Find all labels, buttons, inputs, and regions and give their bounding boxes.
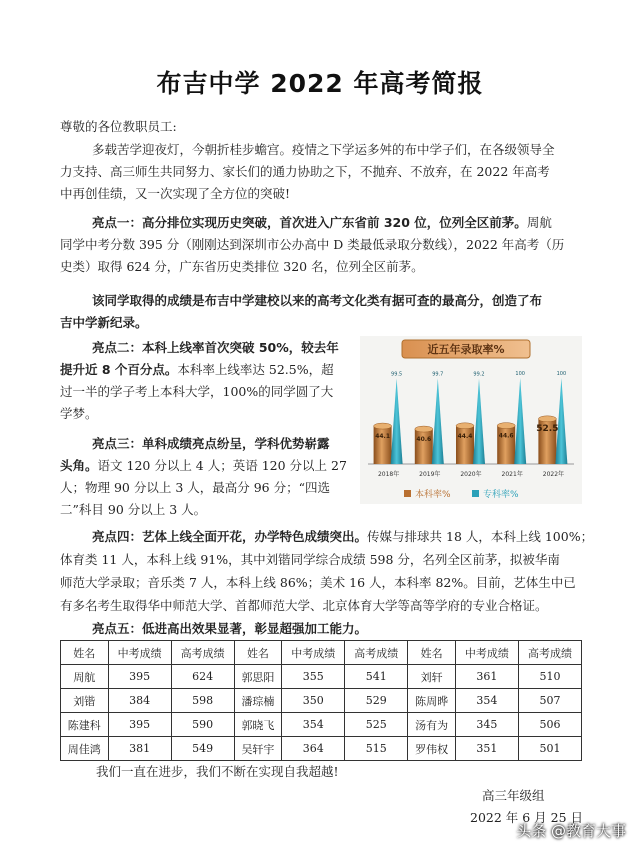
table-cell: 384	[108, 689, 171, 713]
highlight2-bold-2: 提升近 8 个百分点。	[60, 362, 178, 377]
highlight3-bold-2: 头角。	[60, 458, 98, 473]
bar-bachelor-label: 52.5	[536, 423, 559, 434]
table-cell: 陈周晔	[408, 689, 456, 713]
highlight3-line: 二”科目 90 分以上 3 人。	[60, 502, 207, 517]
bar-bachelor	[415, 429, 433, 464]
intro-line: 多载苦学迎夜灯，今朝折桂步蟾宫。疫情之下学运多舛的布中学子们，在各级领导全	[92, 142, 555, 157]
table-cell: 515	[345, 737, 408, 761]
greeting: 尊敬的各位教职员工:	[60, 119, 177, 134]
bar-bachelor	[497, 426, 515, 464]
bar-bachelor-top	[415, 426, 433, 432]
table-cell: 525	[345, 713, 408, 737]
table-cell: 506	[518, 713, 581, 737]
col-header: 姓名	[408, 641, 456, 665]
table-cell: 598	[171, 689, 234, 713]
closing-line: 我们一直在进步，我们不断在实现自我超越!	[96, 764, 339, 779]
bar-bachelor-label: 44.1	[375, 433, 391, 441]
highlight2-bold: 亮点二：本科上线率首次突破 50%，较去年	[92, 340, 339, 355]
highlight2-line: 学梦。	[60, 406, 98, 421]
col-header: 姓名	[61, 641, 109, 665]
record-line: 吉中学新纪录。	[60, 315, 148, 330]
bar-bachelor-top	[497, 423, 515, 429]
legend-swatch-college	[472, 490, 479, 497]
table-cell: 395	[108, 713, 171, 737]
highlight1-tail: 周航	[526, 215, 552, 230]
table-cell: 吴轩宇	[234, 737, 282, 761]
table-cell: 汤有为	[408, 713, 456, 737]
col-header: 姓名	[234, 641, 282, 665]
col-header: 中考成绩	[455, 641, 518, 665]
chart-title: 近五年录取率%	[427, 343, 505, 356]
table-cell: 364	[282, 737, 345, 761]
col-header: 中考成绩	[108, 641, 171, 665]
x-tick-label: 2020年	[460, 471, 482, 478]
table-cell: 529	[345, 689, 408, 713]
signature: 高三年级组	[482, 788, 545, 803]
bar-bachelor-label: 44.6	[498, 432, 514, 440]
bar-bachelor-top	[538, 416, 556, 422]
bar-bachelor-top	[456, 423, 474, 429]
table-header-row	[61, 641, 582, 665]
highlight4-line: 师范大学录取；音乐类 7 人，本科上线 86%；美术 16 人，本科率 82%。目前，艺体生中已	[60, 575, 576, 590]
score-table	[60, 640, 582, 761]
highlight4-bold: 亮点四：艺体上线全面开花，办学特色成绩突出。	[92, 529, 368, 544]
highlight1-line: 同学中考分数 395 分（刚刚达到深圳市公办高中 D 类最低录取分数线），2022 年高考（历	[60, 237, 565, 252]
x-tick-label: 2022年	[542, 471, 565, 478]
table-cell: 351	[455, 737, 518, 761]
table-cell: 510	[518, 665, 581, 689]
table-cell: 354	[455, 689, 518, 713]
table-cell: 周航	[61, 665, 109, 689]
table-cell: 395	[108, 665, 171, 689]
table-row	[61, 737, 582, 761]
bar-bachelor	[374, 426, 392, 464]
col-header: 高考成绩	[345, 641, 408, 665]
bar-college-label: 100	[515, 371, 525, 377]
table-cell: 345	[455, 713, 518, 737]
table-cell: 刘锴	[61, 689, 109, 713]
table-cell: 549	[171, 737, 234, 761]
highlight4-line: 有多名考生取得华中师范大学、首都师范大学、北京体育大学等高等学府的专业合格证。	[60, 598, 548, 613]
bar-college-label: 99.2	[473, 371, 485, 378]
x-tick-label: 2019年	[419, 471, 441, 478]
x-tick-label: 2021年	[501, 471, 523, 478]
intro-line: 中再创佳绩，又一次实现了全方位的突破!	[60, 186, 291, 201]
table-cell: 354	[282, 713, 345, 737]
table-row	[61, 689, 582, 713]
table-cell: 潘琮楠	[234, 689, 282, 713]
intro-line: 力支持、高三师生共同努力、家长们的通力协助之下，不抛弃、不放弃，在 2022 年高考	[60, 164, 550, 179]
table-cell: 355	[282, 665, 345, 689]
table-row	[61, 665, 582, 689]
bar-college-label: 99.5	[391, 371, 403, 378]
table-cell: 罗伟权	[408, 737, 456, 761]
table-cell: 541	[345, 665, 408, 689]
highlight1-bold: 亮点一：高分排位实现历史突破，首次进入广东省前 320 位，位列全区前茅。	[92, 215, 527, 230]
bar-bachelor	[456, 426, 474, 464]
table-cell: 刘轩	[408, 665, 456, 689]
table-cell: 590	[171, 713, 234, 737]
bar-bachelor-top	[374, 423, 392, 429]
table-row	[61, 713, 582, 737]
table-cell: 624	[171, 665, 234, 689]
highlight4-line: 体育类 11 人，本科上线 91%，其中刘锴同学综合成绩 598 分，名列全区前茅，拟被华南	[60, 552, 560, 567]
table-cell: 507	[518, 689, 581, 713]
table-cell: 陈建科	[61, 713, 109, 737]
col-header: 高考成绩	[171, 641, 234, 665]
highlight2-rest: 本科率上线率达 52.5%，超	[177, 362, 334, 377]
bar-college-label: 99.7	[432, 371, 444, 378]
page-title: 布吉中学 2022 年高考简报	[156, 69, 484, 98]
admission-rate-chart	[360, 336, 582, 504]
highlight3-line: 人；物理 90 分以上 3 人，最高分 96 分；“四选	[60, 480, 330, 495]
highlight3-bold: 亮点三：单科成绩亮点纷呈，学科优势崭露	[92, 436, 330, 451]
col-header: 高考成绩	[518, 641, 581, 665]
highlight4-rest: 传媒与排球共 18 人，本科上线 100%；	[367, 529, 594, 544]
highlight5-heading: 亮点五：低进高出效果显著，彰显超强加工能力。	[92, 621, 368, 636]
watermark: 头条 @教育大事	[516, 822, 626, 840]
table-cell: 501	[518, 737, 581, 761]
highlight4-heading	[92, 527, 593, 546]
highlight1-heading	[92, 213, 552, 232]
date: 2022 年 6 月 25 日	[470, 810, 584, 825]
highlight2-line	[60, 360, 334, 379]
table-cell: 350	[282, 689, 345, 713]
highlight1-line: 史类）取得 624 分，广东省历史类排位 320 名，位列全区前茅。	[60, 259, 424, 274]
bar-bachelor-label: 44.4	[457, 432, 473, 440]
table-cell: 381	[108, 737, 171, 761]
x-tick-label: 2018年	[377, 471, 400, 478]
col-header: 中考成绩	[282, 641, 345, 665]
bar-bachelor-label: 40.6	[416, 436, 432, 444]
record-line: 该同学取得的成绩是布吉中学建校以来的高考文化类有据可查的最高分，创造了布	[92, 293, 543, 308]
legend-label-bachelor: 本科率%	[415, 490, 451, 500]
highlight3-rest: 语文 120 分以上 4 人；英语 120 分以上 27	[97, 458, 347, 473]
legend-label-college: 专科率%	[483, 490, 519, 500]
table-cell: 郭思阳	[234, 665, 282, 689]
table-cell: 周佳鸿	[61, 737, 109, 761]
bar-college-label: 100	[556, 371, 567, 377]
table-cell: 郭晓飞	[234, 713, 282, 737]
legend-swatch-bachelor	[404, 490, 411, 497]
highlight3-line	[60, 456, 347, 475]
table-cell: 361	[455, 665, 518, 689]
highlight2-line: 过一半的学子考上本科大学，100%的同学圆了大	[60, 384, 334, 399]
